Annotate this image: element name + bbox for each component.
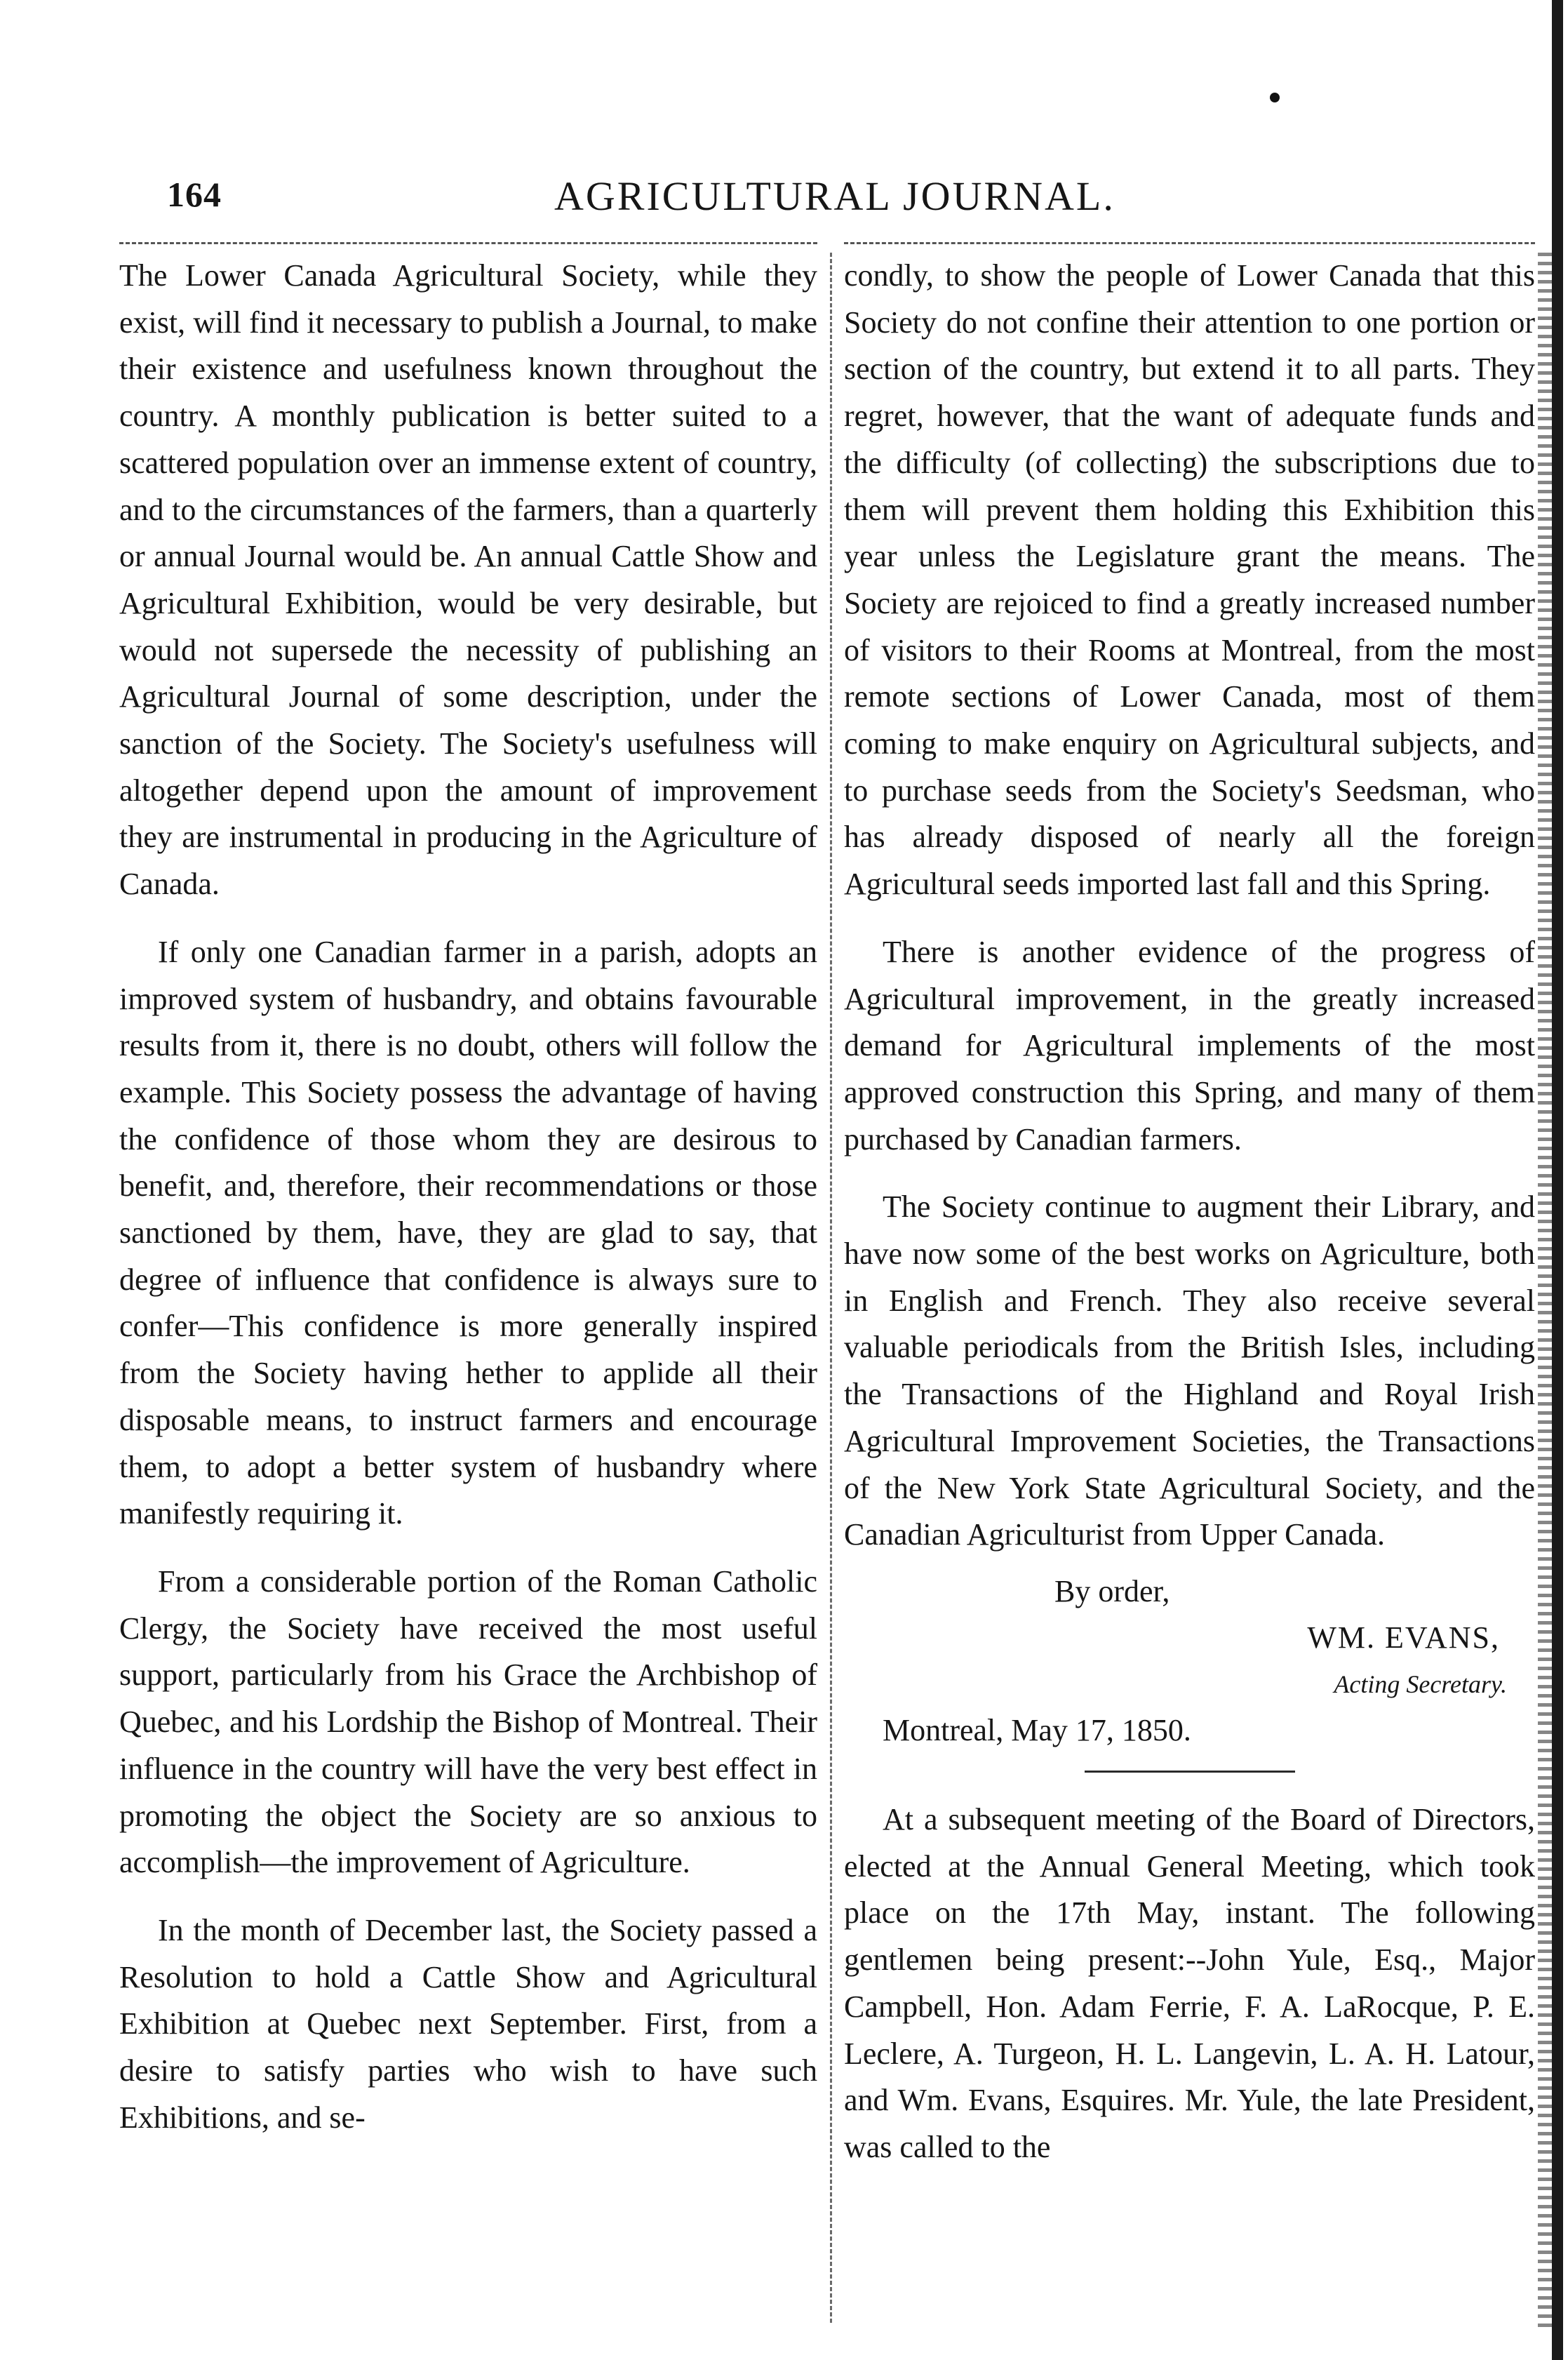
paragraph: In the month of December last, the Society passed a Resolution to hold a Cattle Show and Agricultural Exhibition at Quebec next September. First, from a desire to satisfy parties who wish to have such Exhibitions, and se- — [119, 1912, 817, 2135]
by-order-line: By order, — [1054, 1573, 1170, 1608]
header-rule-left — [119, 242, 817, 244]
left-column — [119, 253, 817, 2141]
section-rule — [1085, 1771, 1295, 1773]
ink-dot — [1270, 93, 1280, 102]
column-divider — [830, 253, 832, 2323]
paragraph: The Lower Canada Agricultural Society, while they exist, will find it necessary to publish a Journal, to make their existence and usefulness known throughout the country. A monthly publication is better suited to a scattered population over an immense extent of country, and to the circumstances of the farmers, than a quarterly or annual Journal would be. An annual Cattle Show and Agricultural Exhibition, would be very desirable, but would not supersede the necessity of publishing an Agricultural Journal of some description, under the sanction of the Society. The Society's usefulness will altogether depend upon the amount of improvement they are instrumental in producing in the Agriculture of Canada. — [119, 258, 817, 902]
page-edge-speckle — [1538, 253, 1552, 2330]
signatory-name: WM. EVANS, — [1307, 1620, 1500, 1655]
running-title: AGRICULTURAL JOURNAL. — [554, 173, 1115, 219]
signature-block — [844, 1568, 1535, 1754]
paragraph: From a considerable portion of the Roman Catholic Clergy, the Society have received the most useful support, particularly from his Grace the Archbishop of Quebec, and his Lordship the Bishop of Montreal. Their influence in the country will have the very best effect in promoting the object the Society are so anxious to accomplish—the improvement of Agriculture. — [119, 1564, 817, 1880]
paragraph: The Society continue to augment their Library, and have now some of the best works on Agriculture, both in English and French. They also receive several valuable periodicals from the British Isles, including the Transactions of the Highland and Royal Irish Agricultural Improvement Societies, the Transactions of the New York State Agricultural Society, and the Canadian Agriculturist from Upper Canada. — [844, 1189, 1535, 1552]
dateline: Montreal, May 17, 1850. — [883, 1712, 1191, 1747]
right-column — [844, 253, 1535, 2171]
page-edge-shadow — [1552, 0, 1563, 2360]
paragraph: There is another evidence of the progress of Agricultural improvement, in the greatly increased demand for Agricultural implements of the most approved construction this Spring, and many of them purchased by Canadian farmers. — [844, 934, 1535, 1156]
page-number: 164 — [167, 175, 222, 214]
header-rule-right — [844, 242, 1535, 244]
paragraph: condly, to show the people of Lower Canada that this Society do not confine their attention to one portion or section of the country, but extend it to all parts. They regret, however, that the want of adequate funds and the difficulty (of collecting) the subscriptions due to them will prevent them holding this Exhibition this year unless the Legislature grant the means. The Society are rejoiced to find a greatly increased number of visitors to their Rooms at Montreal, from the most remote sections of Lower Canada, most of them coming to make enquiry on Agricultural subjects, and to purchase seeds from the Society's Seedsman, who has already disposed of nearly all the foreign Agricultural seeds imported last fall and this Spring. — [844, 258, 1535, 902]
paragraph: If only one Canadian farmer in a parish, adopts an improved system of husbandry, and obtains favourable results from it, there is no doubt, others will follow the example. This Society possess the advantage of having the confidence of those whom they are desirous to benefit, and, therefore, their recommendations or those sanctioned by them, have, they are glad to say, that degree of influence that confidence is always sure to confer—This confidence is more generally inspired from the Society having hether to applide all their disposable means, to instruct farmers and encourage them, to adopt a better system of husbandry where manifestly requiring it. — [119, 934, 817, 1531]
paragraph: At a subsequent meeting of the Board of Directors, elected at the Annual General Meeting, which took place on the 17th May, instant. The following gentlemen being present:--John Yule, Esq., Major Campbell, Hon. Adam Ferrie, F. A. LaRocque, P. E. Leclere, A. Turgeon, H. L. Langevin, L. A. H. Latour, and Wm. Evans, Esquires. Mr. Yule, the late President, was called to the — [844, 1801, 1535, 2164]
signatory-title: Acting Secretary. — [1334, 1669, 1507, 1698]
